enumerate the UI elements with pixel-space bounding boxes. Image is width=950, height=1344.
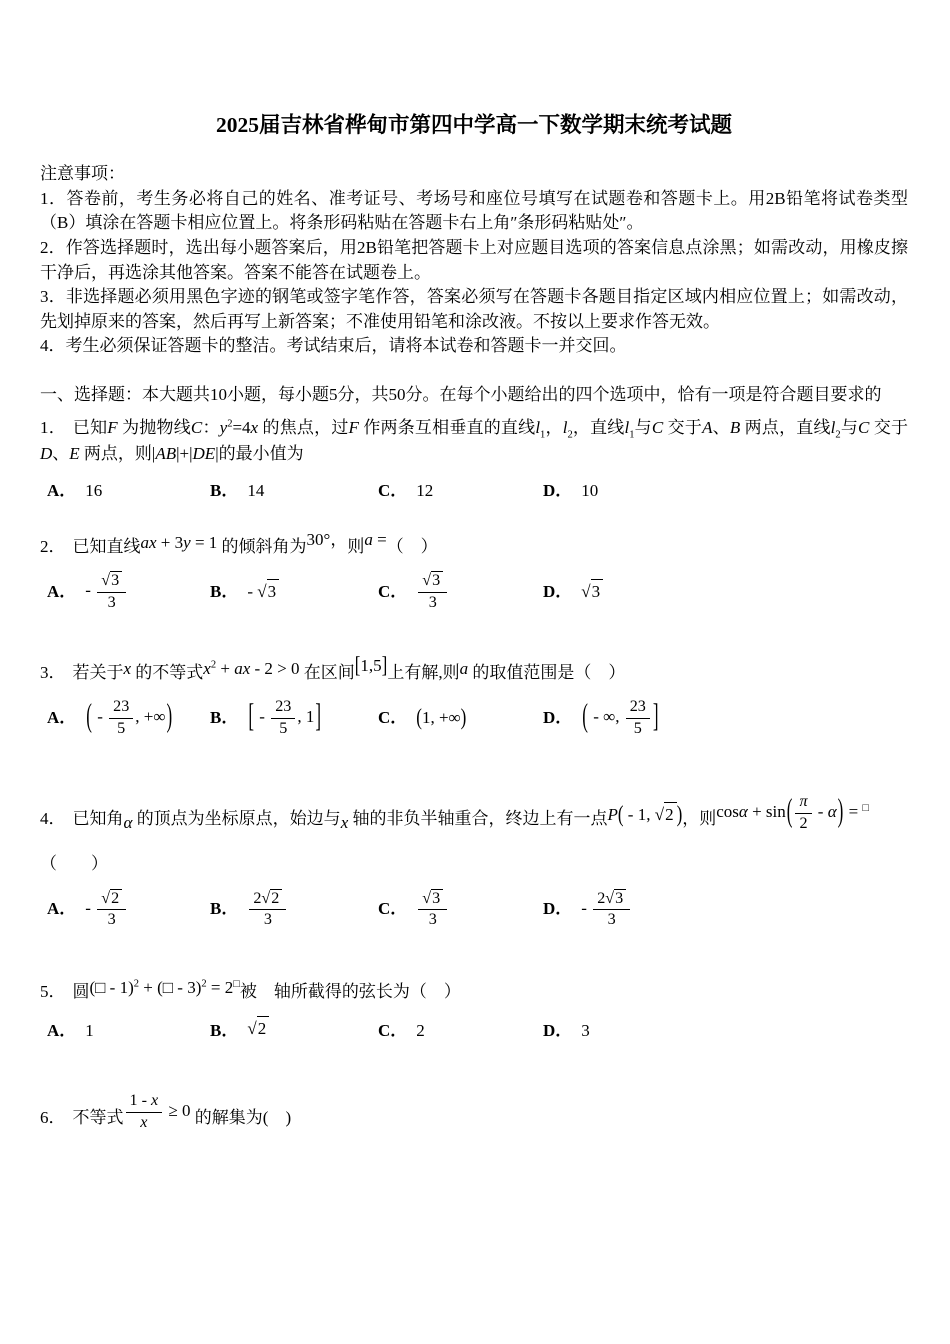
option-value: ( - $\frac{23}{5}$ , +∞) (86, 697, 173, 737)
option-label: A． (47, 481, 77, 501)
option-value: - $\frac{√3}{3}$ (85, 571, 128, 612)
options-row (40, 698, 908, 738)
option-label: D． (543, 481, 573, 501)
option-value: 2 (416, 1020, 425, 1040)
option-value: $\frac{√3}{3}$ (416, 571, 449, 612)
option-label: D． (543, 1020, 573, 1040)
option-value: 1 (85, 1020, 94, 1040)
options-row (40, 571, 908, 612)
option-value: 10 (581, 481, 599, 501)
option-value: $\frac{2√2}{3}$ (247, 889, 288, 930)
option-label: D． (543, 898, 573, 918)
question-number: 1． (40, 417, 66, 437)
option-label: A． (47, 1020, 77, 1040)
question-3 (40, 654, 908, 738)
option-label: D． (543, 707, 573, 727)
option-c (378, 706, 543, 731)
option-a (47, 1019, 210, 1044)
option-d (543, 579, 908, 605)
question-text: 已知F 为抛物线C：$y^2=4x$ 的焦点，过F 作两条互相垂直的直线$l_1$，$l_2$，直线$l_1$与C 交于A、B 两点，直线$l_2$与C 交于D、E 两点，则|AB|+|DE|的最小值为 (40, 417, 909, 464)
option-label: C． (378, 707, 408, 727)
option-value: 14 (247, 481, 265, 501)
notice-item: 2．作答选择题时，选出每小题答案后，用2B铅笔把答题卡上对应题目选项的答案信息点涂黑；如需改动，用橡皮擦干净后，再选涂其他答案。答案不能答在试题卷上。 (40, 237, 908, 282)
option-value: (1, +∞) (416, 704, 467, 730)
options-row (40, 889, 908, 930)
option-value: √3 (581, 579, 603, 605)
option-label: C． (378, 581, 408, 601)
option-value: [ - $\frac{23}{5}$ , 1] (248, 697, 321, 737)
option-label: C． (378, 1020, 408, 1040)
question-text: 已知直线ax + 3y = 1 的倾斜角为30°，则a =（ ） (72, 529, 438, 556)
option-d (543, 889, 908, 930)
question-number: 5． (40, 981, 66, 1001)
option-value: 12 (416, 481, 434, 501)
question-stem (40, 793, 908, 836)
question-5 (40, 976, 908, 1046)
option-label: C． (378, 898, 408, 918)
option-value: $\frac{√3}{3}$ (416, 889, 449, 930)
option-label: A． (47, 707, 77, 727)
section-heading: 一、选择题：本大题共10小题，每小题5分，共50分。在每个小题给出的四个选项中，恰有一项是符合题目要求的 (40, 385, 882, 405)
option-value: - √3 (247, 579, 279, 605)
question-4 (40, 793, 908, 929)
option-a (47, 698, 210, 738)
option-b (210, 889, 378, 930)
notice-heading: 注意事项： (40, 163, 125, 183)
option-label: A． (47, 898, 77, 918)
question-text: 若关于x 的不等式$x^2$ + ax - 2 > 0 在区间[1,5]上有解,则a 的取值范围是（ ） (72, 652, 626, 683)
option-b (210, 1016, 378, 1046)
option-value: - $\frac{√2}{3}$ (85, 889, 128, 930)
option-c (378, 889, 543, 930)
question-stem (40, 528, 908, 560)
question-6 (40, 1092, 908, 1132)
notice-section (40, 162, 908, 359)
option-value: √2 (247, 1016, 269, 1046)
option-c (378, 479, 543, 504)
question-2 (40, 528, 908, 613)
option-label: B． (210, 707, 239, 727)
option-label: B． (210, 481, 239, 501)
answer-blank: （ ） (40, 853, 108, 873)
option-value: ( - ∞, $\frac{23}{5}$ ] (582, 697, 659, 737)
option-label: B． (210, 898, 239, 918)
option-value: 16 (85, 481, 103, 501)
question-text: 圆(□ - 1)$^2$ + (□ - 3)$^2$ = 2□被 轴所截得的弦长为（ ） (72, 977, 461, 1001)
option-label: A． (47, 581, 77, 601)
question-number: 4． (40, 809, 66, 829)
question-text: 不等式 $\frac{1 - x}{x}$ ≥ 0 的解集为( ) (72, 1091, 292, 1131)
option-b (210, 698, 378, 738)
question-number: 2． (40, 536, 66, 556)
option-c (378, 571, 543, 612)
option-b (210, 579, 378, 605)
option-label: D． (543, 581, 573, 601)
question-stem (40, 1092, 908, 1132)
option-a (47, 889, 210, 930)
question-stem (40, 976, 908, 1005)
question-number: 3． (40, 663, 66, 683)
option-label: B． (210, 1020, 239, 1040)
option-b (210, 479, 378, 504)
question-text: 已知角α 的顶点为坐标原点，始边与x 轴的非负半轴重合，终边上有一点P( - 1, √2 )，则cosα + sin( $\frac{\pi}{2}$ - α) = □ (72, 792, 870, 833)
option-label: B． (210, 581, 239, 601)
question-1 (40, 416, 908, 504)
notice-item: 3．非选择题必须用黑色字迹的钢笔或签字笔作答，答案必须写在答题卡各题目指定区域内相应位置上；如需改动，先划掉原来的答案，然后再写上新答案；不准使用铅笔和涂改液。不按以上要求作答无效。 (40, 287, 908, 331)
option-d (543, 479, 908, 504)
question-stem (40, 654, 908, 686)
notice-item: 4．考生必须保证答题卡的整洁。考试结束后，请将本试卷和答题卡一并交回。 (40, 336, 627, 356)
option-a (47, 479, 210, 504)
notice-item: 1．答卷前，考生务必将自己的姓名、准考证号、考场号和座位号填写在试题卷和答题卡上。用2B铅笔将试卷类型（B）填涂在答题卡相应位置上。将条形码粘贴在答题卡右上角″条形码粘贴处″。 (40, 188, 908, 233)
option-d (543, 698, 908, 738)
options-row (40, 1016, 908, 1046)
option-a (47, 571, 210, 612)
option-c (378, 1019, 543, 1044)
option-label: C． (378, 481, 408, 501)
option-d (543, 1019, 908, 1044)
option-value: - $\frac{2√3}{3}$ (581, 889, 632, 930)
question-stem (40, 416, 908, 467)
exam-title: 2025届吉林省桦甸市第四中学高一下数学期末统考试题 (215, 113, 732, 137)
question-number: 6． (40, 1107, 66, 1127)
options-row (40, 479, 908, 504)
option-value: 3 (581, 1020, 590, 1040)
